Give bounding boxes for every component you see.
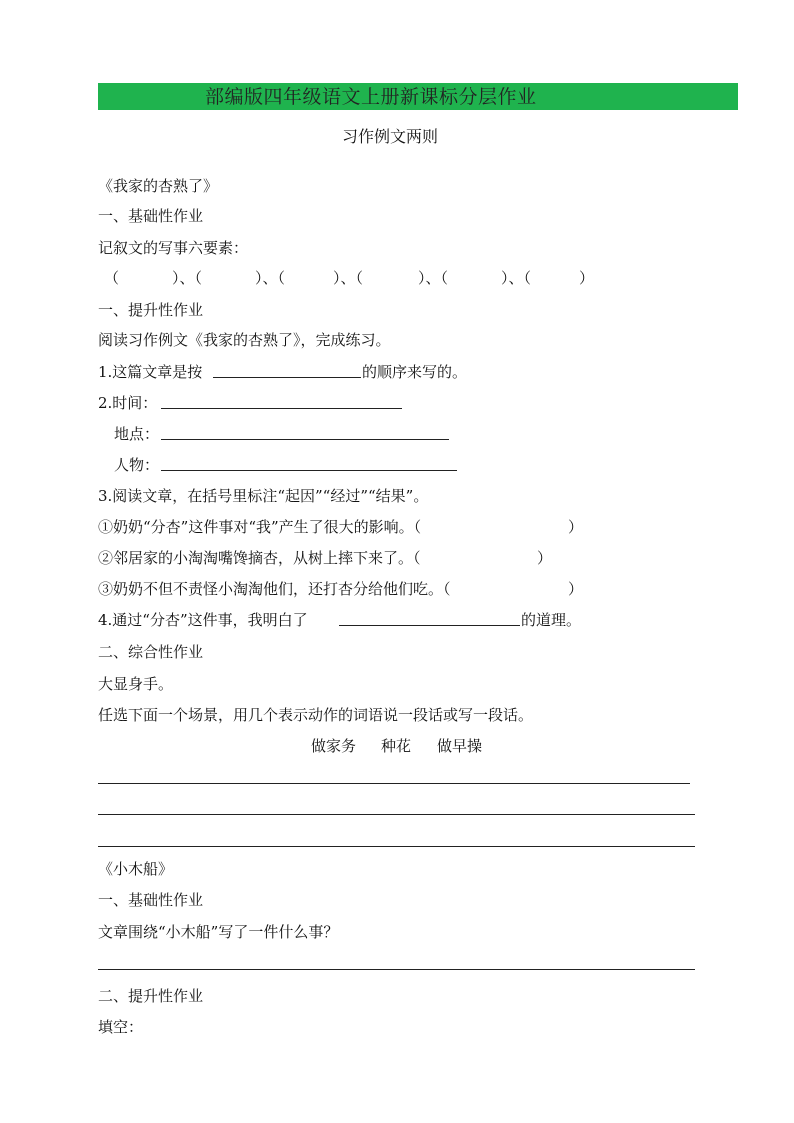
q2-people-label: 人物： [114,456,160,474]
q2-time-line[interactable] [161,408,402,409]
section2-fill-label: 填空： [98,1018,144,1036]
q3-item-c: ③奶奶不但不责怪小淘淘他们，还打杏分给他们吃。（ [98,580,451,598]
comprehensive-line1: 大显身手。 [98,675,174,693]
comprehensive-line2: 任选下面一个场景，用几个表示动作的词语说一段话或写一段话。 [98,706,534,724]
q1-suffix: 的顺序来写的。 [362,363,468,381]
section2-basic-question: 文章围绕“小木船”写了一件什么事？ [98,923,339,941]
page-title: 部编版四年级语文上册新课标分层作业 [205,86,537,108]
q3-instruction: 3.阅读文章，在括号里标注“起因”“经过”“结果”。 [98,487,429,505]
q3-item-b-close: ） [537,549,553,567]
blank-paren-sep: ）、（ [333,269,364,287]
section2-basic-heading: 一、基础性作业 [98,891,204,909]
q1-answer-line[interactable] [213,377,361,378]
section1-comprehensive-heading: 二、综合性作业 [98,643,204,661]
q4-suffix: 的道理。 [521,611,582,629]
scene-option: 做家务 [311,737,357,755]
section2-advanced-heading: 二、提升性作业 [98,987,204,1005]
q3-item-a-close: ） [568,518,584,536]
blank-paren-sep: ）、（ [501,269,532,287]
q2-people-line[interactable] [161,470,457,471]
q1-prefix: 1.这篇文章是按 [98,363,203,381]
scene-option: 种花 [381,737,412,755]
section2-title: 《小木船》 [98,860,174,878]
q3-item-a: ①奶奶“分杏”这件事对“我”产生了很大的影响。（ [98,518,422,536]
q3-item-c-close: ） [568,580,584,598]
q2-place-line[interactable] [161,439,449,440]
writing-line[interactable] [98,783,690,784]
q4-answer-line[interactable] [339,625,520,626]
page-subtitle: 习作例文两则 [342,127,439,146]
writing-line[interactable] [98,814,695,815]
section1-basic-heading: 一、基础性作业 [98,207,204,225]
blank-paren-sep: ）、（ [418,269,449,287]
q4-prefix: 4.通过“分杏”这件事，我明白了 [98,611,308,629]
blank-paren-sep: ）、（ [255,269,286,287]
q2-time-label: 2.时间： [98,394,158,412]
q2-place-label: 地点： [114,425,160,443]
section1-advanced-intro: 阅读习作例文《我家的杏熟了》，完成练习。 [98,331,391,349]
scene-option: 做早操 [437,737,483,755]
blank-paren-open: （ [104,269,120,287]
section1-basic-prompt: 记叙文的写事六要素： [98,239,249,257]
q3-item-b: ②邻居家的小淘淘嘴馋摘杏，从树上摔下来了。（ [98,549,421,567]
writing-line[interactable] [98,846,695,847]
section1-advanced-heading: 一、提升性作业 [98,301,204,319]
section1-title: 《我家的杏熟了》 [98,177,219,195]
blank-paren-sep: ）、（ [172,269,203,287]
writing-line[interactable] [98,969,695,970]
blank-paren-close: ） [579,269,595,287]
